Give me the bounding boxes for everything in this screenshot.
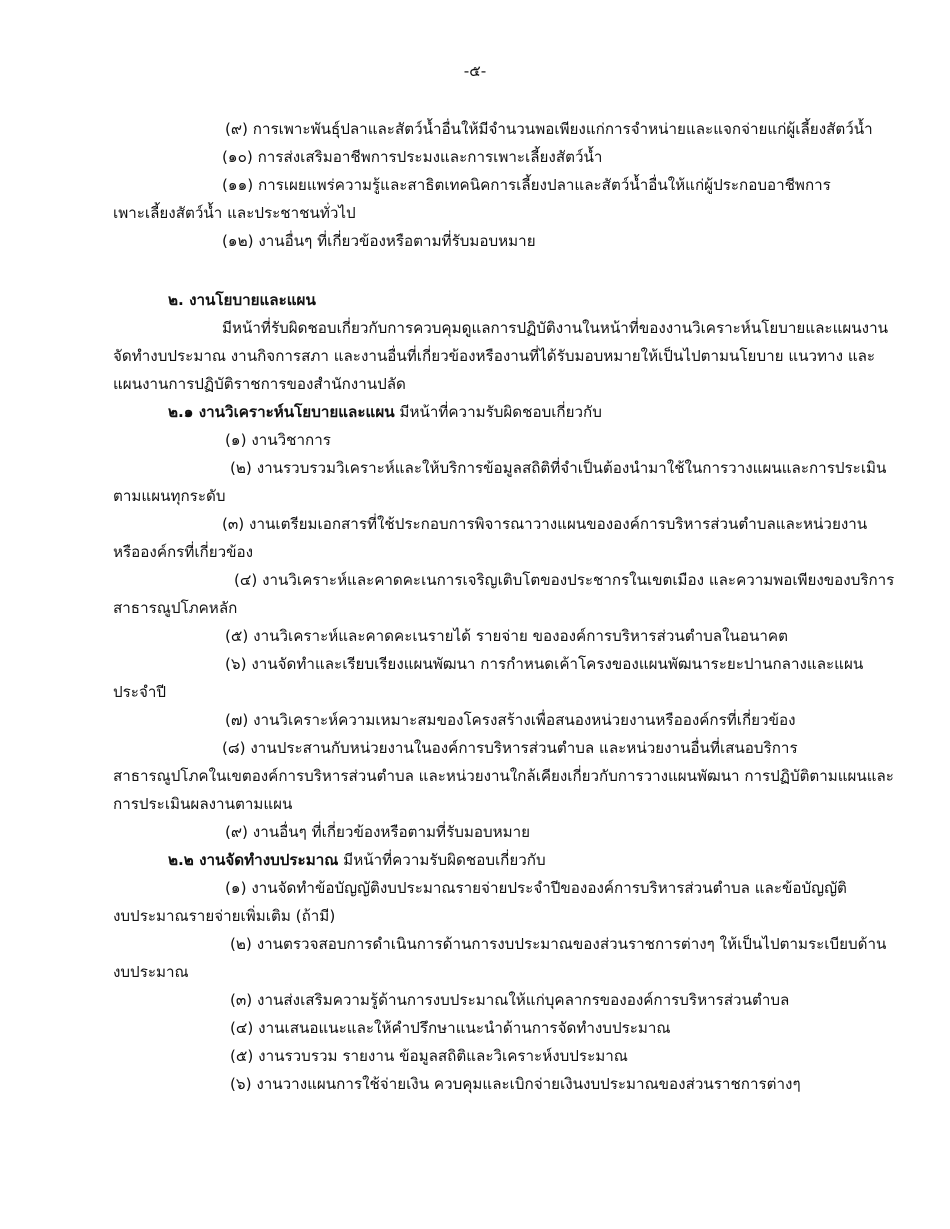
paragraph-line: จัดทำงบประมาณ งานกิจการสภา และงานอื่นที่เกี่ยวข้องหรืองานที่ได้รับมอบหมายให้เป็นไปตามนโยบาย แนวทาง และ [113,347,876,365]
paragraph-line: งบประมาณรายจ่ายเพิ่มเติม (ถ้ามี) [113,907,336,925]
paragraph-line: (๗) งานวิเคราะห์ความเหมาะสมของโครงสร้างเพื่อสนองหน่วยงานหรือองค์กรที่เกี่ยวข้อง [225,711,796,729]
paragraph-line: หรือองค์กรที่เกี่ยวข้อง [113,543,254,561]
page-number: -๕- [463,62,487,80]
paragraph-line: สาธารณูปโภคหลัก [113,599,238,617]
paragraph-line: (๑) งานจัดทำข้อบัญญัติงบประมาณรายจ่ายประจำปีขององค์การบริหารส่วนตำบล และข้อบัญญัติ [225,879,847,897]
paragraph-line: มีหน้าที่รับผิดชอบเกี่ยวกับการควบคุมดูแลการปฏิบัติงานในหน้าที่ของงานวิเคราะห์นโยบายและแผนงาน [222,319,888,337]
paragraph-line: (๑๐) การส่งเสริมอาชีพการประมงและการเพาะเลี้ยงสัตว์น้ำ [222,148,603,166]
paragraph-line: (๓) งานเตรียมเอกสารที่ใช้ประกอบการพิจารณาวางแผนขององค์การบริหารส่วนตำบลและหน่วยงาน [222,515,868,533]
paragraph-line: (๕) งานวิเคราะห์และคาดคะเนรายได้ รายจ่าย ขององค์การบริหารส่วนตำบลในอนาคต [225,627,788,645]
subsection-heading: ๒.๒ งานจัดทำงบประมาณ [168,851,339,869]
paragraph-line: (๕) งานรวบรวม รายงาน ข้อมูลสถิติและวิเคราะห์งบประมาณ [230,1047,628,1065]
paragraph-line: (๑๑) การเผยแพร่ความรู้และสาธิตเทคนิคการเลี้ยงปลาและสัตว์น้ำอื่นให้แก่ผู้ประกอบอาชีพการ [222,176,831,194]
paragraph-line: (๑๒) งานอื่นๆ ที่เกี่ยวข้องหรือตามที่รับมอบหมาย [222,232,536,250]
paragraph-line: แผนงานการปฏิบัติราชการของสำนักงานปลัด [113,375,406,393]
paragraph-line: (๓) งานส่งเสริมความรู้ด้านการงบประมาณให้แก่บุคลากรขององค์การบริหารส่วนตำบล [230,991,790,1009]
paragraph-line: (๙) งานอื่นๆ ที่เกี่ยวข้องหรือตามที่รับมอบหมาย [225,823,531,841]
subsection-heading: ๒.๑ งานวิเคราะห์นโยบายและแผน [168,403,395,421]
paragraph-line: (๒) งานตรวจสอบการดำเนินการด้านการงบประมาณของส่วนราชการต่างๆ ให้เป็นไปตามระเบียบด้าน [230,935,887,953]
subsection-intro: มีหน้าที่ความรับผิดชอบเกี่ยวกับ [338,851,546,869]
paragraph-line: (๔) งานเสนอแนะและให้คำปรึกษาแนะนำด้านการจัดทำงบประมาณ [230,1019,671,1037]
paragraph-line: การประเมินผลงานตามแผน [113,795,293,813]
paragraph-line: (๖) งานวางแผนการใช้จ่ายเงิน ควบคุมและเบิกจ่ายเงินงบประมาณของส่วนราชการต่างๆ [230,1075,801,1093]
paragraph-line: (๖) งานจัดทำและเรียบเรียงแผนพัฒนา การกำหนดเค้าโครงของแผนพัฒนาระยะปานกลางและแผน [225,655,864,673]
paragraph-line: (๒) งานรวบรวมวิเคราะห์และให้บริการข้อมูลสถิติที่จำเป็นต้องนำมาใช้ในการวางแผนและการประเมิน [230,459,887,477]
paragraph-line: ประจำปี [113,683,167,701]
subsection-line [168,850,546,870]
paragraph-line: (๑) งานวิชาการ [225,431,331,449]
paragraph-line: (๘) งานประสานกับหน่วยงานในองค์การบริหารส่วนตำบล และหน่วยงานอื่นที่เสนอบริการ [222,739,798,757]
subsection-line [168,402,602,422]
section-heading: ๒. งานโยบายและแผน [168,291,316,309]
paragraph-line: ตามแผนทุกระดับ [113,487,226,505]
paragraph-line: (๔) งานวิเคราะห์และคาดคะเนการเจริญเติบโตของประชากรในเขตเมือง และความพอเพียงของบริการ [234,571,895,589]
subsection-intro: มีหน้าที่ความรับผิดชอบเกี่ยวกับ [394,403,602,421]
paragraph-line: สาธารณูปโภคในเขตองค์การบริหารส่วนตำบล และหน่วยงานใกล้เคียงเกี่ยวกับการวางแผนพัฒนา การปฏิบัติตามแผนและ [113,767,894,785]
paragraph-line: งบประมาณ [113,963,189,981]
paragraph-line: (๙) การเพาะพันธุ์ปลาและสัตว์น้ำอื่นให้มีจำนวนพอเพียงแก่การจำหน่ายและแจกจ่ายแก่ผู้เลี้ยงสัตว์น้ำ [225,120,873,138]
paragraph-line: เพาะเลี้ยงสัตว์น้ำ และประชาชนทั่วไป [113,204,356,222]
